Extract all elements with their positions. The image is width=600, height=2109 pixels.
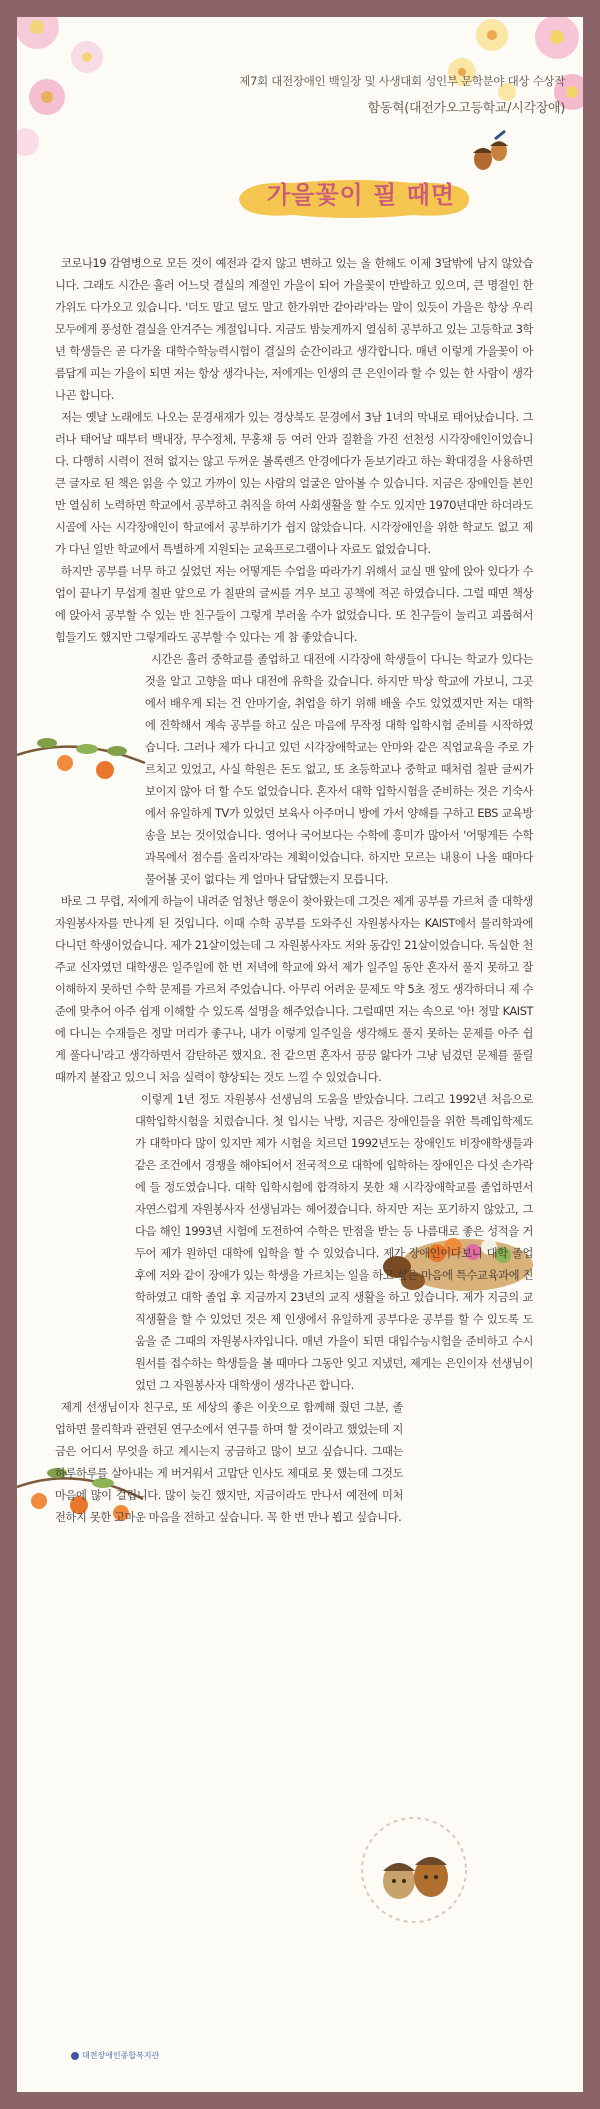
paragraph-3: 하지만 공부를 너무 하고 싶었던 저는 어떻게든 수업을 따라가기 위해서 교실 맨 앞에 앉아 있다가 수업이 끝나기 무섭게 칠판 앞으로 가 칠판의 글씨를 겨우 보고 공책에 적곤 하였습니다. 그럴 때면 책상에 앉아서 공부할 수 있는 반 친구들이 그렇게 부러울 수가 없었습니다. 또 친구들이 놀리고 괴롭혀서 힘들기도 했지만 그렇게라도 공부할 수 있다는 게 참 좋았습니다. (55, 565, 533, 644)
paragraph-2: 저는 옛날 노래에도 나오는 문경새재가 있는 경상북도 문경에서 3남 1녀의 막내로 태어났습니다. 그러나 태어날 때부터 백내장, 무수정체, 무홍채 등 여러 안과 질환을 가진 선천성 시각장애인이었습니다. 다행히 시력이 전혀 없지는 않고 두꺼운 볼록렌즈 안경에다가 돋보기라고 하는 확대경을 사용하면 큰 글자로 된 책은 읽을 수 있고 가까이 있는 사람의 얼굴은 알아볼 수 있습니다. 지금은 장애인들 본인만 열심히 노력하면 학교에서 공부하고 취직을 하여 사회생활을 할 수도 있지만 1970년대만 하더라도 시골에 사는 시각장애인이 학교에서 공부하기가 쉽지 않았습니다. 시각장애인을 위한 학교도 없고 제가 다닌 일반 학교에서 특별하게 지원되는 교육프로그램이나 자료도 없었습니다. (55, 411, 533, 556)
award-subtitle: 제7회 대전장애인 백일장 및 사생대회 성인부 문학분야 대상 수상작 (239, 74, 565, 88)
paragraph-1: 코로나19 감염병으로 모든 것이 예전과 같지 않고 변하고 있는 올 한해도 이제 3달밖에 남지 않았습니다. 그래도 시간은 흘러 어느덧 결실의 계절인 가을이 되어 가을꽃이 만발하고 있으며, 큰 명절인 한가위도 다가오고 있습니다. '더도 말고 덜도 말고 한가위만 같아라'라는 말이 있듯이 가을은 항상 우리 모두에게 풍성한 결실을 안겨주는 계절입니다. 지금도 밤늦게까지 열심히 공부하고 있는 고등학교 3학년 학생들은 곧 다가올 대학수학능력시험이 결실의 순간이라고 생각합니다. 매년 이렇게 가을꽃이 아름답게 피는 가을이 되면 저는 항상 생각나는, 저에게는 인생의 큰 은인이라 할 수 있는 한 사람이 생각나곤 합니다. (55, 257, 533, 402)
author-name: 함동혁(대전가오고등학교/시각장애) (367, 101, 565, 116)
essay-title: 가을꽃이 필 때면 (267, 180, 455, 209)
paragraph-5: 바로 그 무렵, 저에게 하늘이 내려준 엄청난 행운이 찾아왔는데 그것은 제게 공부를 가르쳐 줄 대학생 자원봉사자를 만나게 된 것입니다. 이때 수학 공부를 도와주신 자원봉사자는 KAIST에서 물리학과에 다니던 학생이었습니다. 제가 21살이었는데 그 자원봉사자도 저와 동갑인 21살이었습니다. 독실한 천주교 신자였던 대학생은 일주일에 한 번 저녁에 학교에 와서 제가 일주일 동안 혼자서 풀지 못하고 잘 이해하지 못하던 수학 문제를 가르쳐 주었습니다. 아무리 어려운 문제도 약 5초 정도 생각하더니 제 수준에 맞추어 아주 쉽게 이해할 수 있도록 설명을 해주었습니다. 그럴때면 저는 속으로 '아! 정말 KAIST에 다니는 수재들은 정말 머리가 좋구나, 내가 이렇게 일주일을 생각해도 풀지 못하는 문제를 아주 쉽게 풀다니'라고 생각하면서 감탄하곤 했지요. 전 같으면 혼자서 끙끙 앓다가 그냥 넘겼던 문제를 풀릴 때까지 붙잡고 있으니 처음 실력이 향상되는 것도 느낄 수 있었습니다. (55, 895, 533, 1084)
essay-body (55, 253, 533, 1529)
footer-logo-icon (71, 2052, 79, 2060)
header (17, 17, 583, 237)
paragraph-4: 시간은 흘러 중학교를 졸업하고 대전에 시각장애 학생들이 다니는 학교가 있다는 것을 알고 고향을 떠나 대전에 유학을 갔습니다. 하지만 막상 학교에 가보니, 그곳에서 배우게 되는 건 안마기술, 취업을 하기 위해 배울 수도 있었겠지만 저는 대학에 진학해서 계속 공부를 하고 싶은 마음에 무작정 대학 입학시험 준비를 시작하였습니다. 그러나 제가 다니고 있던 시각장애학교는 안마와 같은 직업교육을 주로 가르치고 있었고, 사실 학원은 돈도 없고, 또 초등학교나 중학교 때처럼 칠판 글씨가 보이지 않아 더 할 수도 없었습니다. 혼자서 대학 입학시험을 준비하는 것은 기숙사에서 유일하게 TV가 있었던 보육사 아주머니 방에 가서 양해를 구하고 EBS 교육방송을 보는 것이었습니다. 영어나 국어보다는 수학에 흥미가 많아서 '어떻게든 수학 과목에서 점수를 올리자'라는 계획이었습니다. 하지만 모르는 내용이 나올 때마다 물어볼 곳이 없다는 게 얼마나 답답했는지 모릅니다. (145, 653, 533, 886)
paragraph-7: 제게 선생님이자 친구로, 또 세상의 좋은 이웃으로 함께해 줬던 그분, 졸업하면 물리학과 관련된 연구소에서 연구를 하며 할 것이라고 했었는데 지금은 어디서 무엇을 하고 계시는지 궁금하고 많이 보고 싶습니다. 그때는 하루하루를 살아내는 게 버거워서 고맙단 인사도 제대로 못 했는데 그것도 마음에 많이 걸립니다. 많이 늦긴 했지만, 지금이라도 만나서 예전에 미처 전하지 못한 고마운 마음을 전하고 싶습니다. 꼭 한 번 만나 뵙고 싶습니다. (55, 1401, 403, 1524)
footer-logo (71, 2050, 159, 2061)
paragraph-6: 이렇게 1년 정도 자원봉사 선생님의 도움을 받았습니다. 그리고 1992년 처음으로 대학입학시험을 치렀습니다. 첫 입시는 낙방, 지금은 장애인들을 위한 특례입학제도가 대학마다 많이 있지만 제가 시험을 치르던 1992년도는 장애인도 비장애학생들과 같은 조건에서 경쟁을 해야되어서 전국적으로 대학에 입학하는 장애인은 다섯 손가락에 들 정도였습니다. 대학 입학시험에 합격하지 못한 채 시각장애학교를 졸업하면서 자연스럽게 자원봉사자 선생님과는 헤어졌습니다. 하지만 저는 포기하지 않았고, 그다음 해인 1993년 시험에 도전하여 수학은 만점을 받는 등 나름대로 좋은 성적을 거두어 제가 원하던 대학에 입학을 할 수 있었습니다. 제가 장애인이다보니 대학 졸업 후에 저와 같이 장애가 있는 학생을 가르치는 일을 하고 싶은 마음에 특수교육과에 진학하였고 대학 졸업 후 지금까지 23년의 교직 생활을 하고 있습니다. 제가 지금의 교직생활을 할 수 있었던 것은 제 인생에서 유일하게 공부다운 공부를 할 수 있도록 도움을 준 그때의 자원봉사자입니다. 매년 가을이 되면 대입수능시험을 준비하고 수시 원서를 접수하는 학생들을 볼 때마다 그동안 잊고 지냈던, 제게는 은인이자 선생님이었던 그 자원봉사자 대학생이 생각나곤 합니다. (135, 1093, 533, 1392)
chestnut-acorn-wreath (349, 1805, 479, 1935)
footer-logo-text: 대전장애인종합복지관 (82, 2051, 160, 2060)
paper-sheet (17, 17, 583, 2092)
